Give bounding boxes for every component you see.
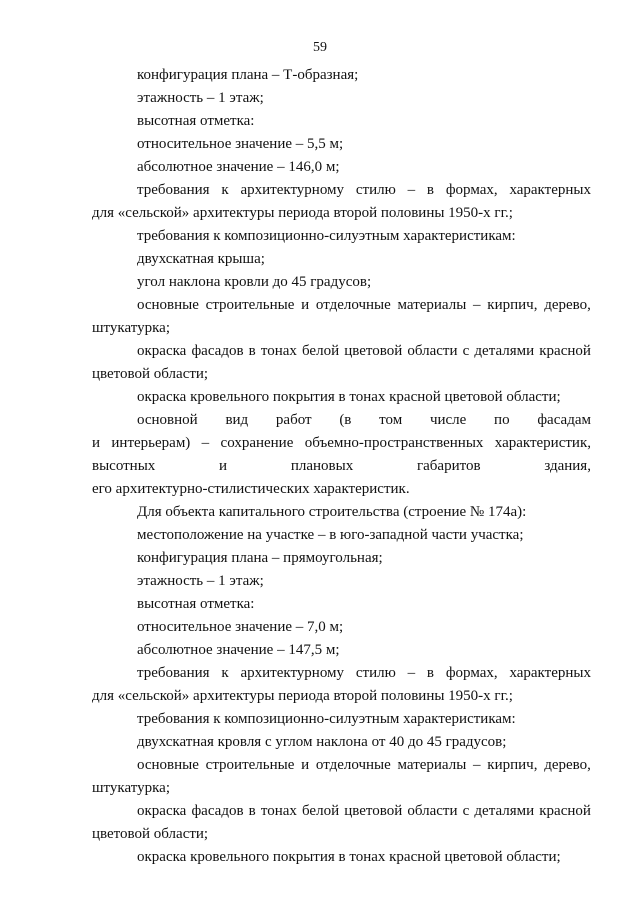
word: и [219, 458, 228, 474]
text-line: двухскатная кровля с углом наклона от 40 до 45 градусов; [137, 734, 507, 750]
word: к [221, 182, 229, 198]
word: – [473, 297, 481, 313]
text-line: окраска кровельного покрытия в тонах красной цветовой области; [137, 849, 561, 865]
word: красной [539, 343, 591, 359]
word: кирпич, [487, 297, 538, 313]
word: с [462, 803, 470, 819]
word: строительные [205, 297, 295, 313]
word: формах, [445, 665, 498, 681]
word: цветовой [344, 343, 403, 359]
word: кирпич, [487, 757, 538, 773]
text-line: окраска кровельного покрытия в тонах красной цветовой области; [137, 389, 561, 405]
text-line: штукатурка; [92, 320, 170, 336]
word: материалы [397, 757, 467, 773]
justified-line [92, 434, 591, 452]
text-line: для «сельской» архитектуры периода второй половины 1950-х гг.; [92, 688, 513, 704]
word: фасадам [537, 412, 591, 428]
word: характерных [509, 665, 591, 681]
justified-line [92, 457, 591, 475]
word: стилю [355, 182, 396, 198]
word: и [301, 297, 310, 313]
word: в [248, 803, 256, 819]
word: фасадов [191, 343, 244, 359]
word: окраска [137, 343, 187, 359]
word: высотных [92, 458, 156, 474]
word: – [201, 435, 210, 451]
word: габаритов [416, 458, 481, 474]
word: (в [339, 412, 352, 428]
text-line: относительное значение – 7,0 м; [137, 619, 344, 635]
word: белой [302, 803, 340, 819]
word: здания, [544, 458, 591, 474]
justified-line [137, 802, 591, 820]
text-line: абсолютное значение – 146,0 м; [137, 159, 340, 175]
word: архитектурному [240, 182, 345, 198]
text-line: для «сельской» архитектуры периода второй половины 1950-х гг.; [92, 205, 513, 221]
text-line: цветовой области; [92, 826, 209, 842]
word: сохранение [220, 435, 294, 451]
word: том [379, 412, 403, 428]
text-line: конфигурация плана – прямоугольная; [137, 550, 383, 566]
word: деталями [474, 803, 535, 819]
word: работ [275, 412, 312, 428]
text-line: местоположение на участке – в юго-западной части участка; [137, 527, 524, 543]
word: деталями [474, 343, 535, 359]
justified-line [137, 664, 591, 682]
text-line: угол наклона кровли до 45 градусов; [137, 274, 372, 290]
word: к [221, 665, 229, 681]
word: дерево, [544, 297, 591, 313]
word: основные [137, 297, 199, 313]
word: и [92, 435, 101, 451]
word: требования [137, 665, 210, 681]
text-line: конфигурация плана – Т-образная; [137, 67, 359, 83]
word: с [462, 343, 470, 359]
text-line: цветовой области; [92, 366, 209, 382]
text-line: относительное значение – 5,5 м; [137, 136, 344, 152]
word: материалы [397, 297, 467, 313]
text-line: этажность – 1 этаж; [137, 573, 264, 589]
word: фасадов [191, 803, 244, 819]
word: тонах [260, 343, 297, 359]
text-line: высотная отметка: [137, 596, 255, 612]
text-line: требования к композиционно-силуэтным характеристикам: [137, 228, 516, 244]
word: по [494, 412, 510, 428]
text-line: этажность – 1 этаж; [137, 90, 264, 106]
word: характеристик, [494, 435, 591, 451]
text-line: высотная отметка: [137, 113, 255, 129]
justified-line [137, 296, 591, 314]
word: объемно-пространственных [304, 435, 484, 451]
page-number: 59 [313, 40, 327, 55]
text-line: абсолютное значение – 147,5 м; [137, 642, 340, 658]
word: – [473, 757, 481, 773]
text-line: штукатурка; [92, 780, 170, 796]
word: в [426, 182, 435, 198]
word: стилю [355, 665, 396, 681]
word: дерево, [544, 757, 591, 773]
word: основной [137, 412, 198, 428]
word: цветовой [344, 803, 403, 819]
justified-line [137, 411, 591, 429]
word: в [426, 665, 435, 681]
word: отделочные [315, 297, 391, 313]
text-line: Для объекта капитального строительства (строение № 174а): [137, 504, 527, 520]
word: области [407, 343, 458, 359]
word: белой [302, 343, 340, 359]
word: вид [225, 412, 249, 428]
justified-line [137, 342, 591, 360]
word: и [301, 757, 310, 773]
text-line: двухскатная крыша; [137, 251, 265, 267]
word: основные [137, 757, 199, 773]
justified-line [137, 756, 591, 774]
word: строительные [205, 757, 295, 773]
word: окраска [137, 803, 187, 819]
text-line: его архитектурно-стилистических характеристик. [92, 481, 410, 497]
word: – [407, 665, 416, 681]
word: области [407, 803, 458, 819]
text-line: требования к композиционно-силуэтным характеристикам: [137, 711, 516, 727]
word: формах, [445, 182, 498, 198]
word: числе [429, 412, 467, 428]
word: плановых [290, 458, 354, 474]
word: в [248, 343, 256, 359]
word: интерьерам) [111, 435, 191, 451]
word: характерных [509, 182, 591, 198]
word: красной [539, 803, 591, 819]
justified-line [137, 181, 591, 199]
word: тонах [260, 803, 297, 819]
word: отделочные [315, 757, 391, 773]
word: требования [137, 182, 210, 198]
word: архитектурному [240, 665, 345, 681]
word: – [407, 182, 416, 198]
